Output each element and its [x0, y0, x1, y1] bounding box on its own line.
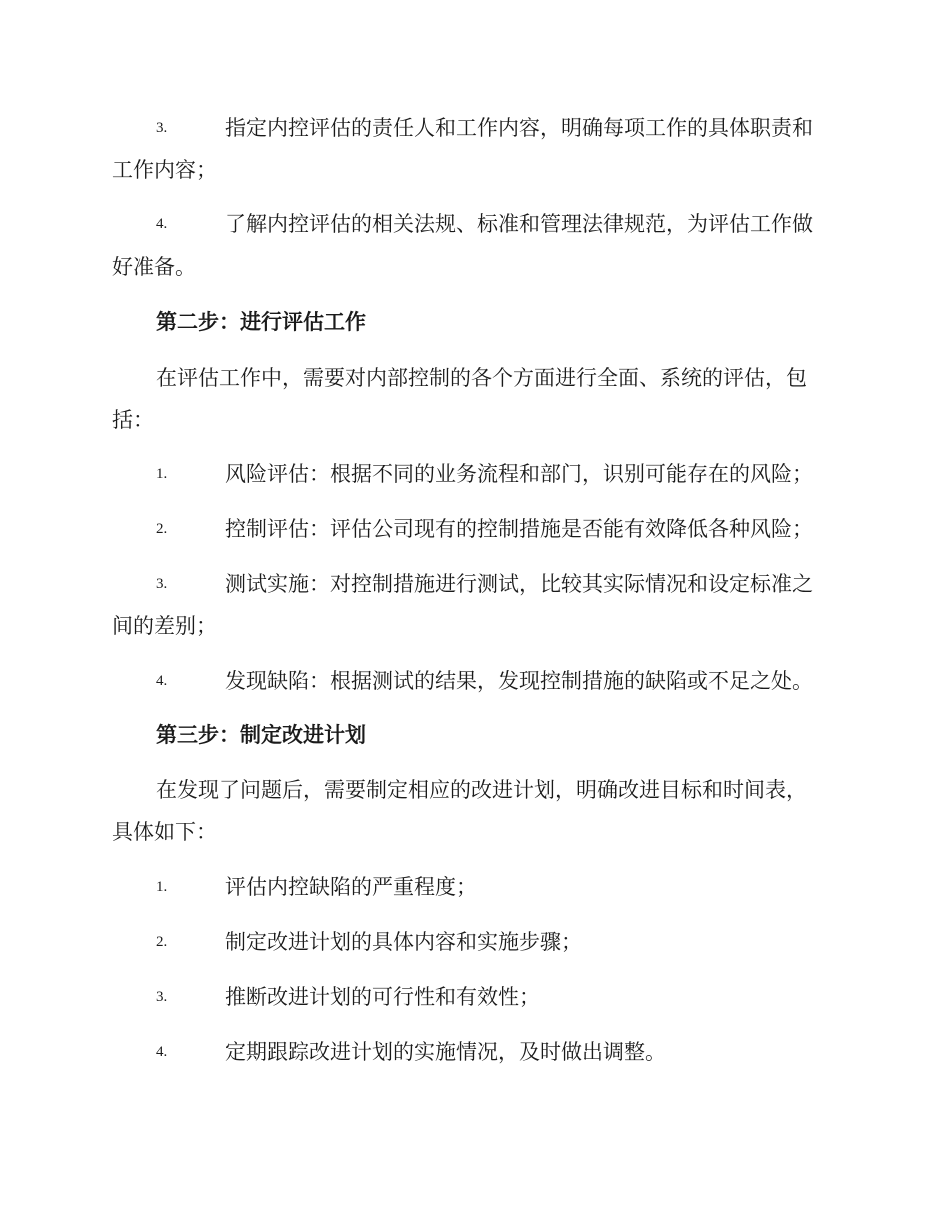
paragraph-line: 括：	[112, 408, 154, 432]
list-item-text: 指定内控评估的责任人和工作内容，明确每项工作的具体职责和	[225, 116, 813, 140]
list-number: 2.	[156, 934, 168, 950]
paragraph-line: 在评估工作中，需要对内部控制的各个方面进行全面、系统的评估，包	[156, 366, 807, 390]
list-item-text: 了解内控评估的相关法规、标准和管理法律规范，为评估工作做	[225, 212, 813, 236]
list-number: 2.	[156, 521, 168, 537]
list-item-continuation: 好准备。	[112, 255, 196, 279]
list-number: 1.	[156, 879, 168, 895]
list-number: 3.	[156, 120, 168, 136]
list-number: 4.	[156, 216, 168, 232]
list-number: 4.	[156, 1044, 168, 1060]
list-item-text: 风险评估：根据不同的业务流程和部门，识别可能存在的风险；	[225, 462, 813, 486]
paragraph-line: 具体如下：	[112, 820, 217, 844]
section-heading: 第二步：进行评估工作	[156, 309, 366, 334]
list-number: 4.	[156, 673, 168, 689]
list-item-text: 评估内控缺陷的严重程度；	[225, 875, 477, 899]
list-number: 3.	[156, 576, 168, 592]
section-heading: 第三步：制定改进计划	[156, 722, 366, 747]
list-item-text: 定期跟踪改进计划的实施情况，及时做出调整。	[225, 1040, 666, 1064]
list-item-continuation: 工作内容；	[112, 158, 217, 182]
list-item-text: 推断改进计划的可行性和有效性；	[225, 985, 540, 1009]
list-item-continuation: 间的差别；	[112, 614, 217, 638]
paragraph-line: 在发现了问题后，需要制定相应的改进计划，明确改进目标和时间表，	[156, 778, 807, 802]
list-item-text: 测试实施：对控制措施进行测试，比较其实际情况和设定标准之	[225, 572, 813, 596]
list-item-text: 发现缺陷：根据测试的结果，发现控制措施的缺陷或不足之处。	[225, 669, 813, 693]
list-number: 3.	[156, 989, 168, 1005]
list-item-text: 控制评估：评估公司现有的控制措施是否能有效降低各种风险；	[225, 517, 813, 541]
list-number: 1.	[156, 466, 168, 482]
list-item-text: 制定改进计划的具体内容和实施步骤；	[225, 930, 582, 954]
